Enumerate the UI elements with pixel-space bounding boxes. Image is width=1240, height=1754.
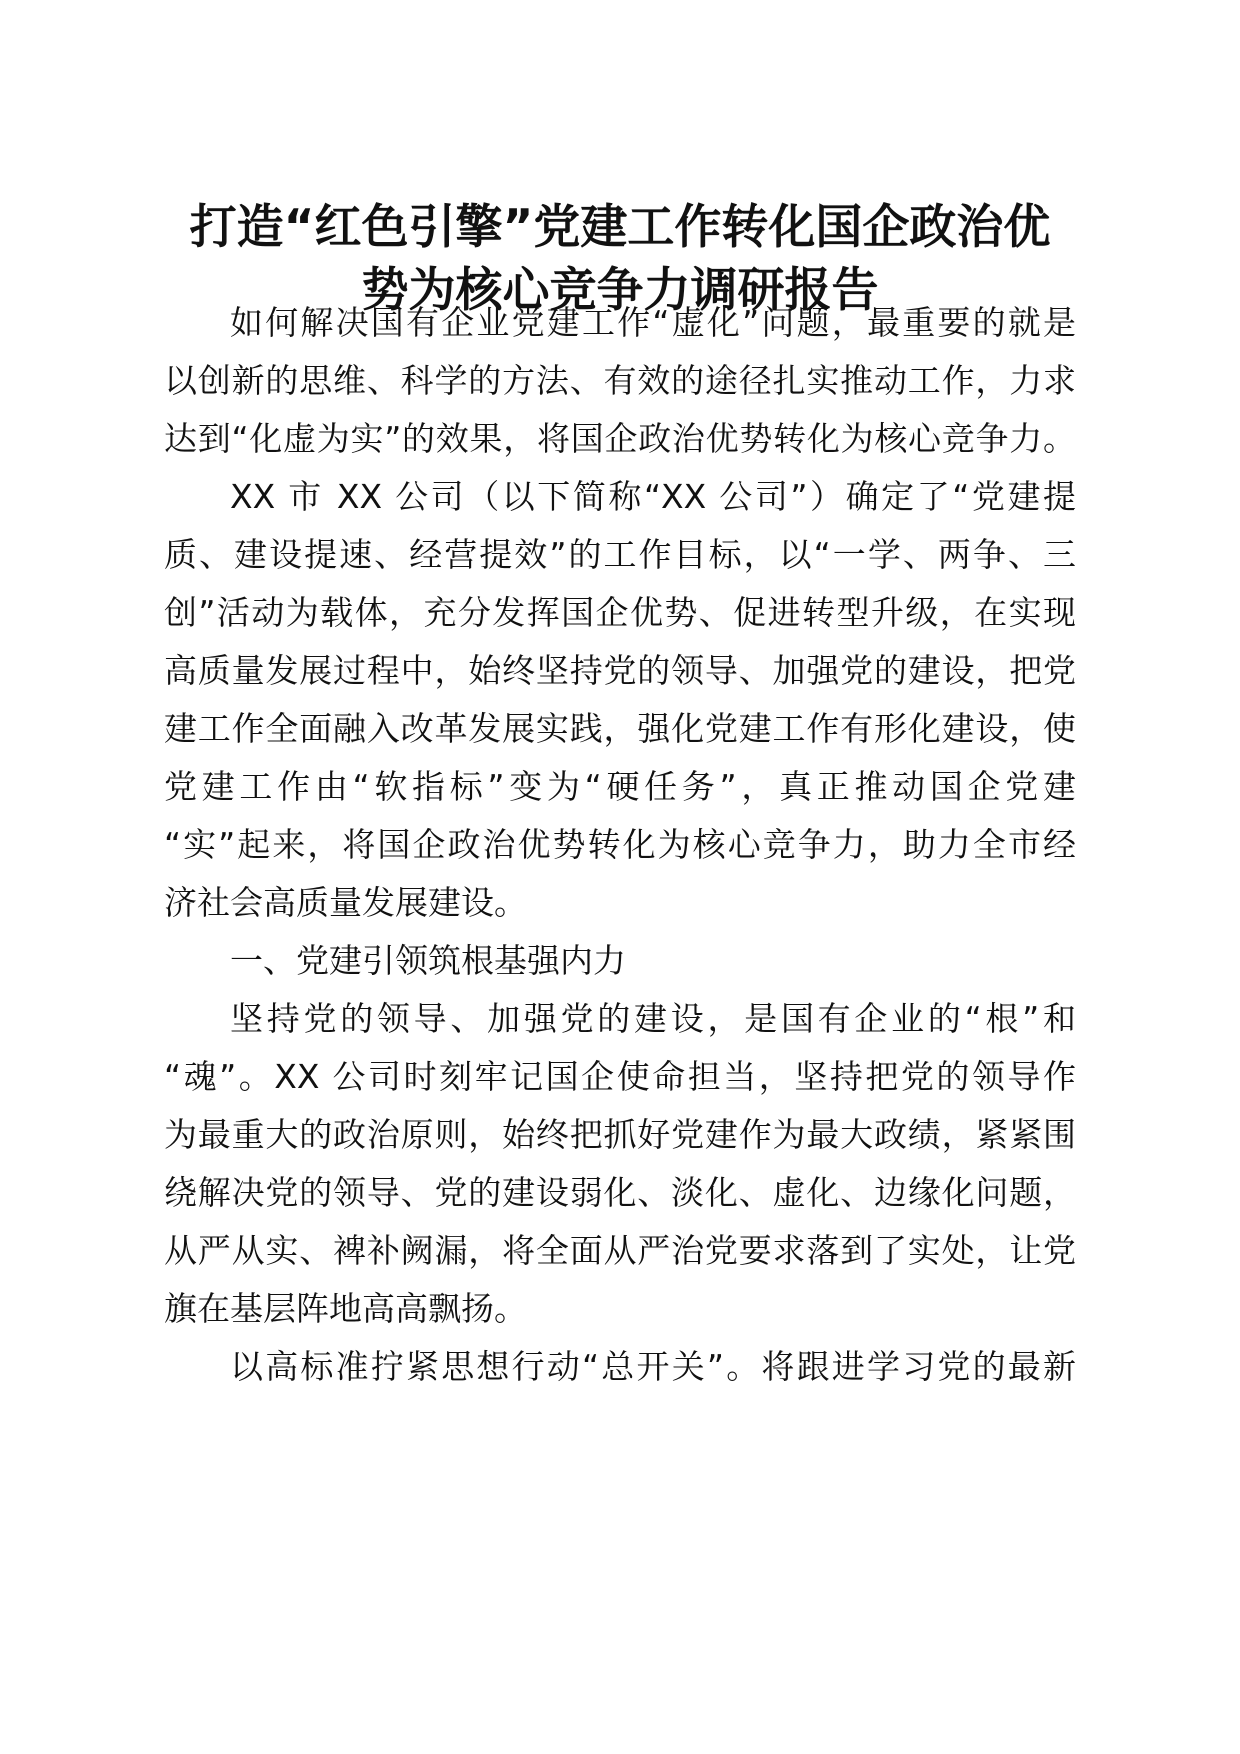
paragraph-2-line-6: 党建工作由“软指标”变为“硬任务”，真正推动国企党建: [164, 767, 1076, 806]
paragraph-2-line-3: 创”活动为载体，充分发挥国企优势、促进转型升级，在实现: [164, 593, 1076, 632]
paragraph-4-line-1: 以高标准拧紧思想行动“总开关”。将跟进学习党的最新: [230, 1347, 1076, 1386]
paragraph-1-line-3: 达到“化虚为实”的效果，将国企政治优势转化为核心竞争力。: [164, 419, 1076, 458]
paragraph-3-line-4: 绕解决党的领导、党的建设弱化、淡化、虚化、边缘化问题，: [164, 1173, 1076, 1212]
paragraph-1-line-2: 以创新的思维、科学的方法、有效的途径扎实推动工作，力求: [164, 361, 1076, 400]
paragraph-2-line-5: 建工作全面融入改革发展实践，强化党建工作有形化建设，使: [164, 709, 1076, 748]
paragraph-2-line-4: 高质量发展过程中，始终坚持党的领导、加强党的建设，把党: [164, 651, 1076, 690]
document-title-line-2: 势为核心竞争力调研报告: [361, 263, 879, 318]
paragraph-3-line-2: “魂”。XX 公司时刻牢记国企使命担当，坚持把党的领导作: [164, 1057, 1076, 1096]
paragraph-2-line-1: XX 市 XX 公司（以下简称“XX 公司”）确定了“党建提: [230, 477, 1076, 516]
paragraph-1-line-1: 如何解决国有企业党建工作“虚化”问题，最重要的就是: [230, 303, 1076, 342]
paragraph-3-line-1: 坚持党的领导、加强党的建设，是国有企业的“根”和: [230, 999, 1076, 1038]
paragraph-2-line-2: 质、建设提速、经营提效”的工作目标，以“一学、两争、三: [164, 535, 1076, 574]
paragraph-2-line-8: 济社会高质量发展建设。: [164, 883, 527, 922]
section-heading-1: 一、党建引领筑根基强内力: [230, 941, 626, 980]
document-title-line-1: 打造“红色引擎”党建工作转化国企政治优: [189, 200, 1051, 255]
paragraph-3-line-3: 为最重大的政治原则，始终把抓好党建作为最大政绩，紧紧围: [164, 1115, 1076, 1154]
paragraph-3-line-5: 从严从实、裨补阙漏，将全面从严治党要求落到了实处，让党: [164, 1231, 1076, 1270]
paragraph-3-line-6: 旗在基层阵地高高飘扬。: [164, 1289, 527, 1328]
paragraph-2-line-7: “实”起来，将国企政治优势转化为核心竞争力，助力全市经: [164, 825, 1076, 864]
